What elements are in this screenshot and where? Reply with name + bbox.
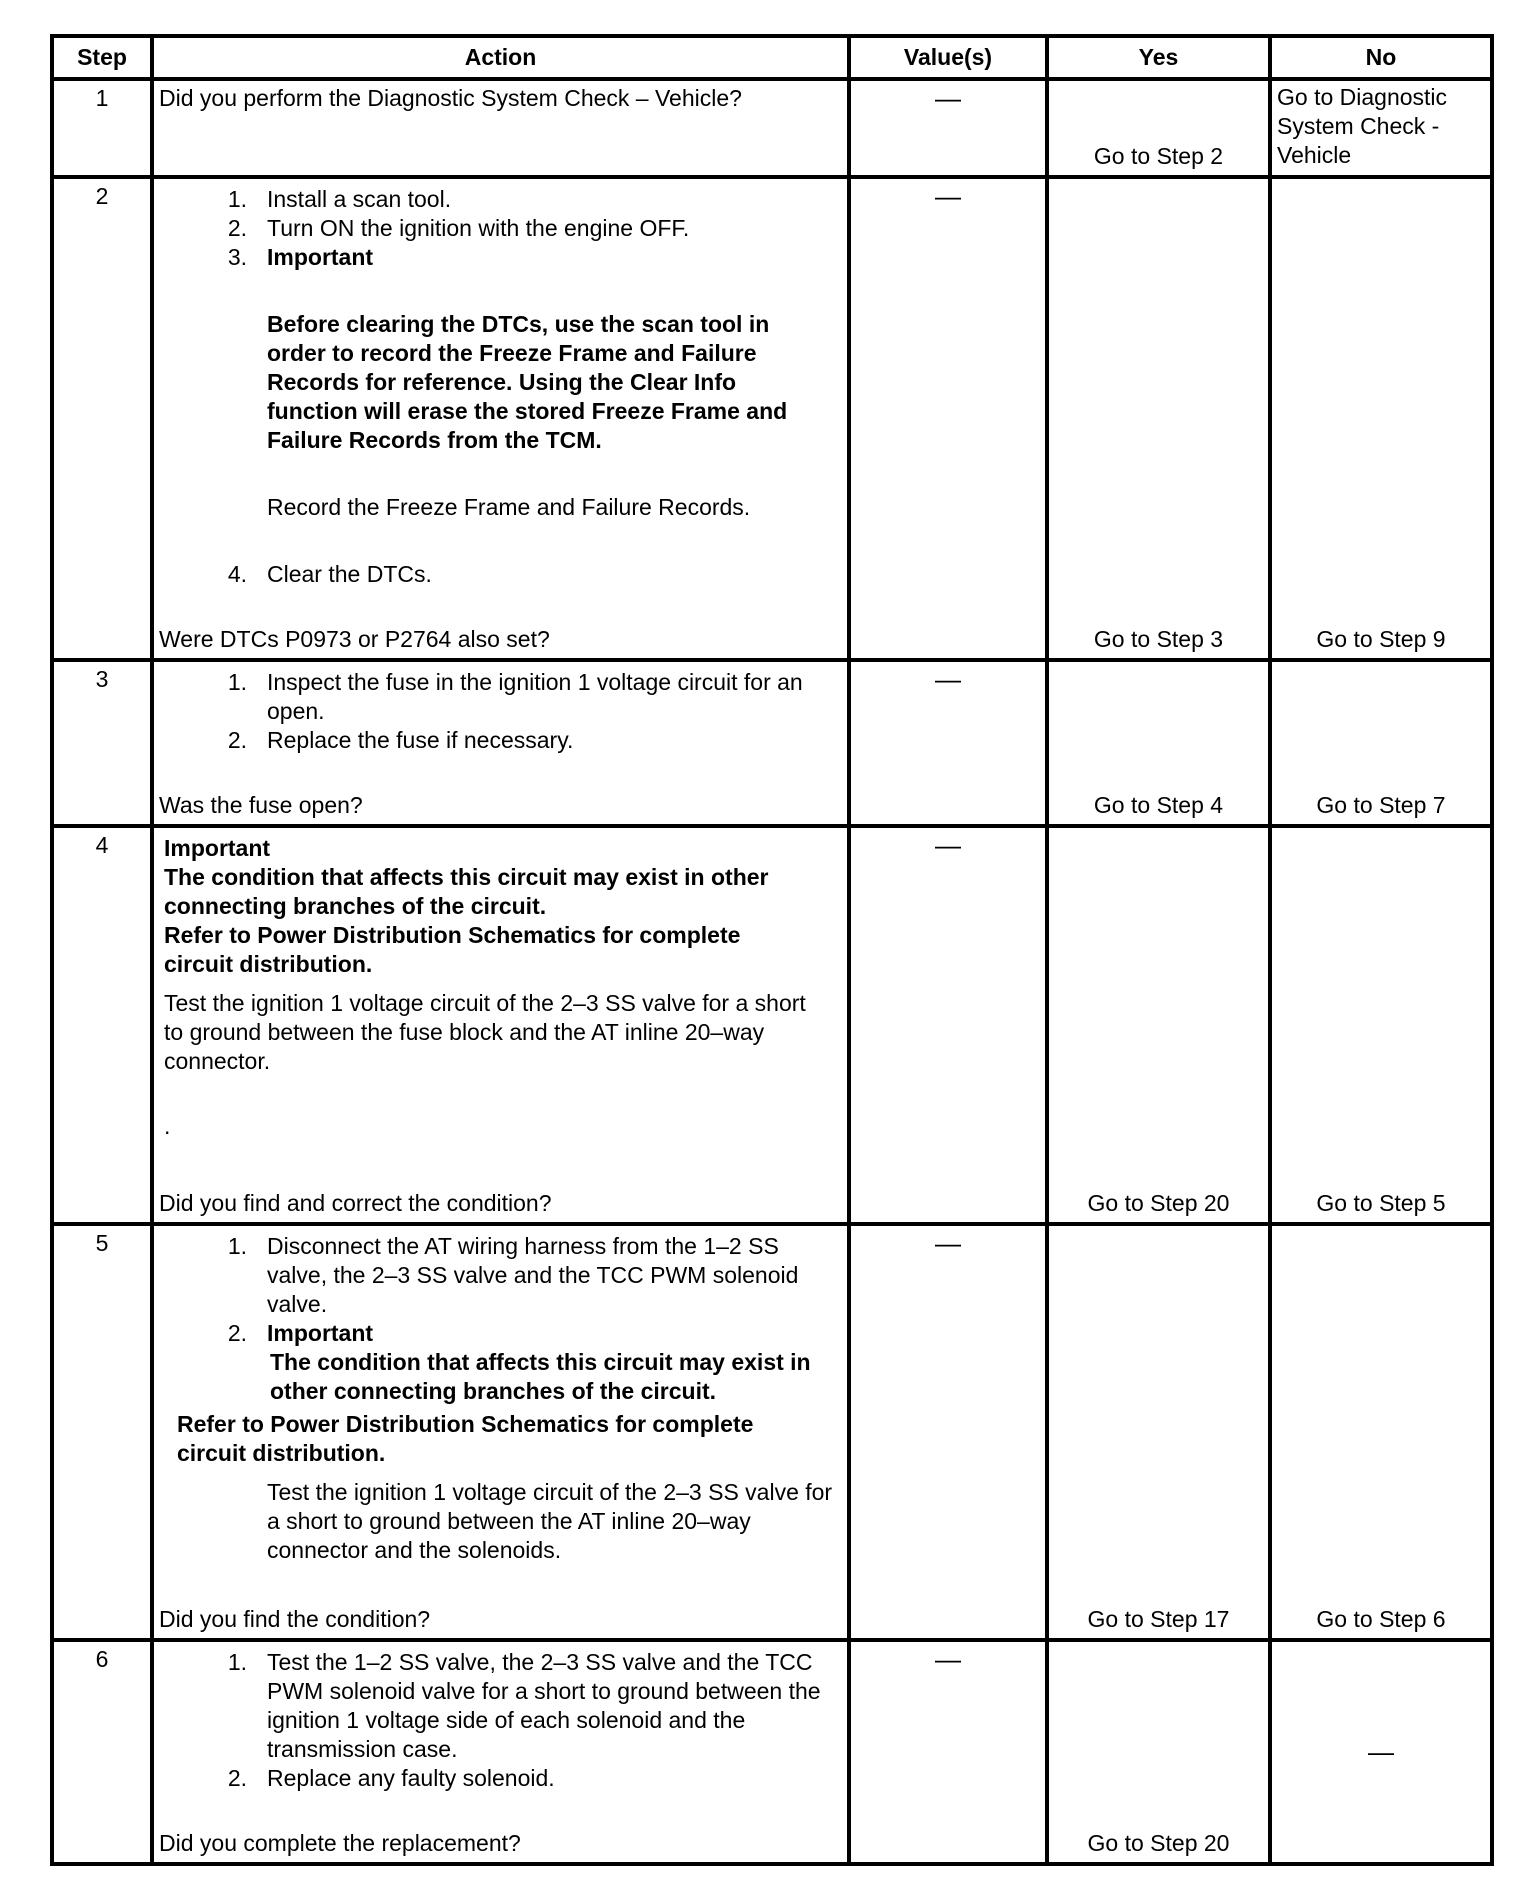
- question-text: Was the fuse open?: [159, 792, 363, 818]
- step-number: 1: [52, 79, 152, 177]
- question-text: Did you complete the replacement?: [159, 1830, 521, 1856]
- question-text: Did you find the condition?: [159, 1606, 431, 1632]
- header-values: Value(s): [849, 36, 1047, 79]
- yes-cell: [1047, 177, 1270, 660]
- instruction-list: [159, 1645, 842, 1793]
- important-note: [159, 831, 842, 1141]
- no-cell: [1270, 177, 1492, 660]
- value-cell: —: [849, 1224, 1047, 1640]
- stray-dot: .: [164, 1113, 171, 1139]
- yes-text: Go to Step 4: [1093, 792, 1224, 818]
- instruction-list: [159, 182, 842, 589]
- yes-text: Go to Step 20: [1087, 1190, 1230, 1216]
- header-row: [52, 36, 1492, 79]
- no-text: Go to Step 6: [1316, 1606, 1446, 1632]
- step-number: 2: [52, 177, 152, 660]
- yes-text: Go to Step 17: [1087, 1606, 1230, 1632]
- yes-cell: [1047, 660, 1270, 826]
- value-cell: —: [849, 826, 1047, 1224]
- list-item: 1. Test the 1–2 SS valve, the 2–3 SS valve and the TCC PWM solenoid valve for a short to ground between the ignition 1 voltage side of each solenoid and the transmission case.: [227, 1649, 821, 1762]
- action-cell: [152, 1224, 849, 1640]
- table-row-step-2: [52, 177, 1492, 660]
- no-cell: [1270, 1640, 1492, 1864]
- yes-cell: [1047, 79, 1270, 177]
- no-text: Go to Diagnostic System Check - Vehicle: [1277, 84, 1448, 168]
- important-line: The condition that affects this circuit may exist in other connecting branches of the circuit.: [164, 864, 769, 919]
- header-no: No: [1270, 36, 1492, 79]
- important-note: Before clearing the DTCs, use the scan tool in order to record the Freeze Frame and Failure Records for reference. Using the Clear Info function will erase the stored Freeze Frame and Failure Records from the TCM.: [267, 311, 788, 453]
- value-cell: —: [849, 660, 1047, 826]
- table-row-step-1: [52, 79, 1492, 177]
- list-item: 2. Turn ON the ignition with the engine OFF.: [227, 215, 690, 241]
- list-item: 2. Replace any faulty solenoid.: [227, 1765, 555, 1791]
- no-text: —: [1368, 1736, 1394, 1767]
- action-cell: [152, 660, 849, 826]
- header-step: Step: [52, 36, 152, 79]
- table-row-step-6: [52, 1640, 1492, 1864]
- instruction-list: [159, 665, 842, 755]
- yes-text: Go to Step 2: [1093, 143, 1224, 169]
- record-text: Record the Freeze Frame and Failure Records.: [267, 494, 751, 520]
- list-item: 2. Important The condition that affects this circuit may exist in other connecting branches of the circuit.: [217, 1319, 838, 1406]
- action-cell: [152, 177, 849, 660]
- no-text: Go to Step 9: [1316, 626, 1446, 652]
- list-item: 1. Inspect the fuse in the ignition 1 voltage circuit for an open.: [227, 669, 803, 724]
- no-cell: [1270, 826, 1492, 1224]
- step-number: 6: [52, 1640, 152, 1864]
- yes-text: Go to Step 3: [1093, 626, 1224, 652]
- question-text: Did you perform the Diagnostic System Check – Vehicle?: [159, 85, 742, 111]
- instruction-list: [159, 1229, 842, 1406]
- table-row-step-5: [52, 1224, 1492, 1640]
- list-item: 3. Important Before clearing the DTCs, use the scan tool in order to record the Freeze Frame and Failure Records for reference. Using the Clear Info function will erase the stored Freeze Frame and Failure Records from the TCM. Record the Freeze Frame and Failure Records.: [217, 243, 842, 522]
- important-line: Refer to Power Distribution Schematics for complete circuit distribution.: [164, 922, 741, 977]
- list-item: 1. Install a scan tool.: [227, 186, 452, 212]
- yes-cell: [1047, 1640, 1270, 1864]
- no-text: Go to Step 7: [1316, 792, 1446, 818]
- question-text: Were DTCs P0973 or P2764 also set?: [159, 626, 550, 652]
- important-line: The condition that affects this circuit may exist in other connecting branches of the circuit.: [270, 1349, 811, 1404]
- value-cell: —: [849, 177, 1047, 660]
- table-row-step-4: [52, 826, 1492, 1224]
- step-number: 5: [52, 1224, 152, 1640]
- header-action: Action: [152, 36, 849, 79]
- important-label: Important: [164, 835, 271, 861]
- test-instruction: Test the ignition 1 voltage circuit of the 2–3 SS valve for a short to ground between the fuse block and the AT inline 20–way connector.: [164, 990, 806, 1074]
- yes-text: Go to Step 20: [1087, 1830, 1230, 1856]
- no-cell: [1270, 660, 1492, 826]
- diagnostic-table: [50, 34, 1494, 1866]
- test-instruction: Test the ignition 1 voltage circuit of the 2–3 SS valve for a short to ground between the AT inline 20–way connector and the solenoids.: [267, 1479, 833, 1563]
- action-cell: [152, 79, 849, 177]
- action-cell: [152, 1640, 849, 1864]
- yes-cell: [1047, 1224, 1270, 1640]
- header-yes: Yes: [1047, 36, 1270, 79]
- action-cell: [152, 826, 849, 1224]
- step-number: 3: [52, 660, 152, 826]
- list-item: 2. Replace the fuse if necessary.: [227, 727, 574, 753]
- yes-cell: [1047, 826, 1270, 1224]
- table-row-step-3: [52, 660, 1492, 826]
- question-text: Did you find and correct the condition?: [159, 1190, 552, 1216]
- no-text: Go to Step 5: [1316, 1190, 1446, 1216]
- no-cell: [1270, 1224, 1492, 1640]
- no-cell: [1270, 79, 1492, 177]
- list-item: 1. Disconnect the AT wiring harness from the 1–2 SS valve, the 2–3 SS valve and the TCC PWM solenoid valve.: [227, 1233, 799, 1317]
- value-cell: —: [849, 79, 1047, 177]
- list-item: 4. Clear the DTCs.: [227, 561, 432, 587]
- step-number: 4: [52, 826, 152, 1224]
- important-line: Refer to Power Distribution Schematics for complete circuit distribution.: [177, 1411, 754, 1466]
- value-cell: —: [849, 1640, 1047, 1864]
